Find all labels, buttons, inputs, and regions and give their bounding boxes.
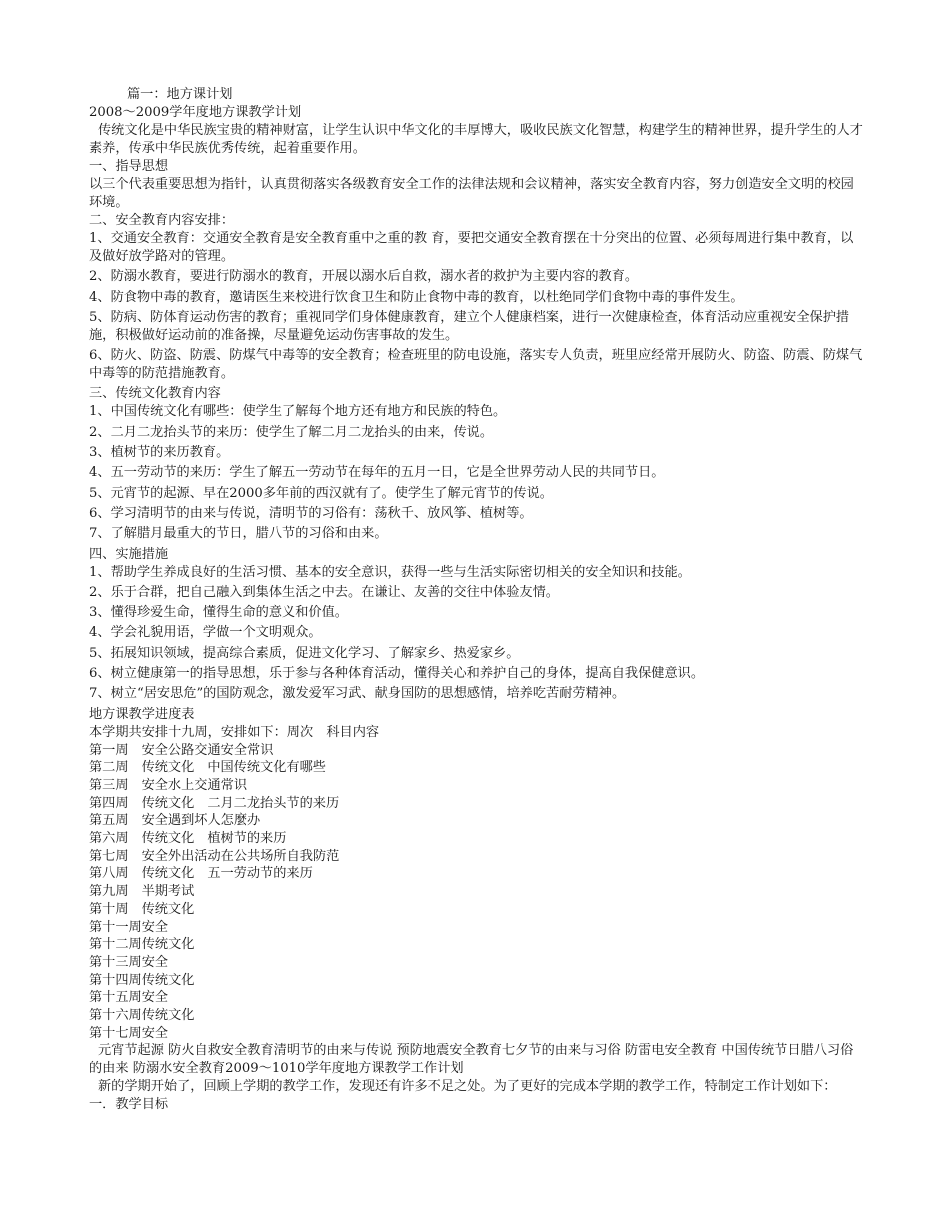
culture-item: 2、二月二龙抬头节的来历：使学生了解二月二龙抬头的由来，传说。 — [89, 424, 494, 440]
schedule-row — [89, 830, 864, 848]
schedule-row: 第十三周安全 — [89, 954, 169, 970]
week-label: 第四周 — [89, 795, 129, 811]
schedule-row — [89, 759, 864, 777]
schedule-row: 第十五周安全 — [89, 990, 169, 1006]
week-subject: 传统文化 — [141, 795, 195, 811]
week-subject: 安全遇到坏人怎麼办 — [141, 813, 261, 829]
measure-item: 4、学会礼貌用语，学做一个文明观众。 — [89, 625, 322, 641]
section-heading-safety-education: 二、安全教育内容安排： — [89, 213, 235, 228]
schedule-row — [89, 777, 864, 795]
section-heading-measures: 四、实施措施 — [89, 546, 169, 562]
schedule-row: 第十七周安全 — [89, 1025, 169, 1041]
culture-item: 5、元宵节的起源、早在2000多年前的西汉就有了。使学生了解元宵节的传说。 — [89, 485, 553, 501]
week-subject: 传统文化 — [141, 760, 195, 776]
schedule-row — [89, 795, 864, 813]
week-subject: 传统文化 — [141, 866, 195, 882]
culture-item: 4、五一劳动节的来历：学生了解五一劳动节在每年的五月一日，它是全世界劳动人民的共同节日。 — [89, 465, 665, 481]
doc-subtitle: 2008～2009学年度地方课教学计划 — [89, 105, 302, 120]
week-subject: 安全公路交通安全常识 — [141, 742, 274, 758]
week-subject: 半期考试 — [141, 884, 195, 900]
measure-item: 1、帮助学生养成良好的生活习惯、基本的安全意识，获得一些与生活实际密切相关的安全知识和技能。 — [89, 564, 691, 580]
week-subject: 传统文化 — [141, 831, 195, 847]
week-label: 第七周 — [89, 848, 129, 864]
week-subject: 安全外出活动在公共场所自我防范 — [141, 848, 340, 864]
week-label: 第五周 — [89, 813, 129, 829]
safety-item: 2、防溺水教育，要进行防溺水的教育，开展以溺水后自救，溺水者的救护为主要内容的教育。 — [89, 269, 639, 285]
safety-item: 6、防火、防盗、防震、防煤气中毒等的安全教育；检查班里的防电设施，落实专人负责，班里应经常开展防火、防盗、防震、防煤气中毒等的防范措施教育。 — [89, 348, 863, 382]
schedule-row — [89, 901, 864, 919]
week-label: 第八周 — [89, 866, 129, 882]
week-label: 第九周 — [89, 884, 129, 900]
safety-item: 1、交通安全教育：交通安全教育是安全教育重中之重的教 育，要把交通安全教育摆在十分突出的位置、必须每周进行集中教育，以及做好放学路对的管理。 — [89, 231, 854, 264]
section-heading-guiding-thought: 一、指导思想 — [89, 159, 169, 174]
week-content: 五一劳动节的来历 — [207, 866, 313, 882]
measure-item: 5、拓展知识领域，提高综合素质，促进文化学习、了解家乡、热爱家乡。 — [89, 645, 520, 661]
week-label: 第一周 — [89, 742, 129, 758]
doc-title: 篇一：地方课计划 — [127, 87, 233, 102]
week-label: 第三周 — [89, 778, 129, 794]
schedule-row — [89, 848, 864, 866]
week-subject: 传统文化 — [141, 901, 195, 917]
festival-topics-paragraph: 元宵节起源 防火自救安全教育清明节的由来与传说 预防地震安全教育七夕节的由来与习俗 防雷电安全教育 中国传统节日腊八习俗的由来 防溺水安全教育2009～1010学年度地方课教学工作计划 — [89, 1043, 854, 1077]
schedule-row — [89, 865, 864, 883]
intro-paragraph: 传统文化是中华民族宝贵的精神财富，让学生认识中华文化的丰厚博大，吸收民族文化智慧，构建学生的精神世界，提升学生的人才素养，传承中华民族优秀传统，起着重要作用。 — [89, 123, 863, 156]
guiding-thought-paragraph: 以三个代表重要思想为指针，认真贯彻落实各级教育安全工作的法律法规和会议精神，落实安全教育内容，努力创造安全文明的校园环境。 — [89, 177, 854, 210]
measure-item: 6、树立健康第一的指导思想，乐于参与各种体育活动，懂得关心和养护自己的身体，提高自我保健意识。 — [89, 666, 705, 682]
schedule-weeks — [89, 742, 864, 1043]
schedule-title: 地方课教学进度表 — [89, 706, 195, 722]
schedule-row — [89, 812, 864, 830]
schedule-row: 第十六周传统文化 — [89, 1007, 195, 1023]
week-label: 第六周 — [89, 831, 129, 847]
safety-item: 4、防食物中毒的教育，邀请医生来校进行饮食卫生和防止食物中毒的教育，以杜绝同学们食物中毒的事件发生。 — [89, 289, 744, 305]
section-heading-traditional-culture: 三、传统文化教育内容 — [89, 386, 221, 402]
schedule-row: 第十二周传统文化 — [89, 937, 195, 953]
week-content: 二月二龙抬头节的来历 — [207, 795, 340, 811]
safety-item: 5、防病、防体育运动伤害的教育；重视同学们身体健康教育，建立个人健康档案，进行一次健康检查，体育活动应重视安全保护措施，积极做好运动前的准备操，尽量避免运动伤害事故的发生。 — [89, 309, 850, 343]
document-body — [89, 86, 864, 1114]
measure-item: 3、懂得珍爱生命，懂得生命的意义和价值。 — [89, 605, 348, 621]
week-subject: 安全水上交通常识 — [141, 778, 248, 794]
culture-item: 3、植树节的来历教育。 — [89, 445, 230, 461]
schedule-row — [89, 742, 864, 760]
schedule-intro: 本学期共安排十九周，安排如下：周次 科目内容 — [89, 724, 380, 740]
schedule-row: 第十一周安全 — [89, 919, 169, 935]
culture-item: 1、中国传统文化有哪些：使学生了解每个地方还有地方和民族的特色。 — [89, 404, 507, 420]
teaching-goal-heading: 一．教学目标 — [89, 1097, 169, 1113]
new-term-paragraph: 新的学期开始了，回顾上学期的教学工作，发现还有许多不足之处。为了更好的完成本学期的教学工作，特制定工作计划如下： — [98, 1079, 837, 1095]
measure-item: 7、树立“居安思危”的国防观念，激发爱军习武、献身国防的思想感情，培养吃苦耐劳精神。 — [89, 686, 626, 702]
week-label: 第二周 — [89, 760, 129, 776]
culture-item: 6、学习清明节的由来与传说，清明节的习俗有：荡秋千、放风筝、植树等。 — [89, 505, 533, 521]
measure-item: 2、乐于合群，把自己融入到集体生活之中去。在谦让、友善的交往中体验友情。 — [89, 584, 559, 600]
schedule-row: 第十四周传统文化 — [89, 972, 195, 988]
week-label: 第十周 — [89, 901, 129, 917]
week-content: 植树节的来历 — [207, 831, 287, 847]
week-content: 中国传统文化有哪些 — [207, 760, 326, 776]
schedule-row — [89, 883, 864, 901]
culture-item: 7、了解腊月最重大的节日，腊八节的习俗和由来。 — [89, 526, 388, 542]
